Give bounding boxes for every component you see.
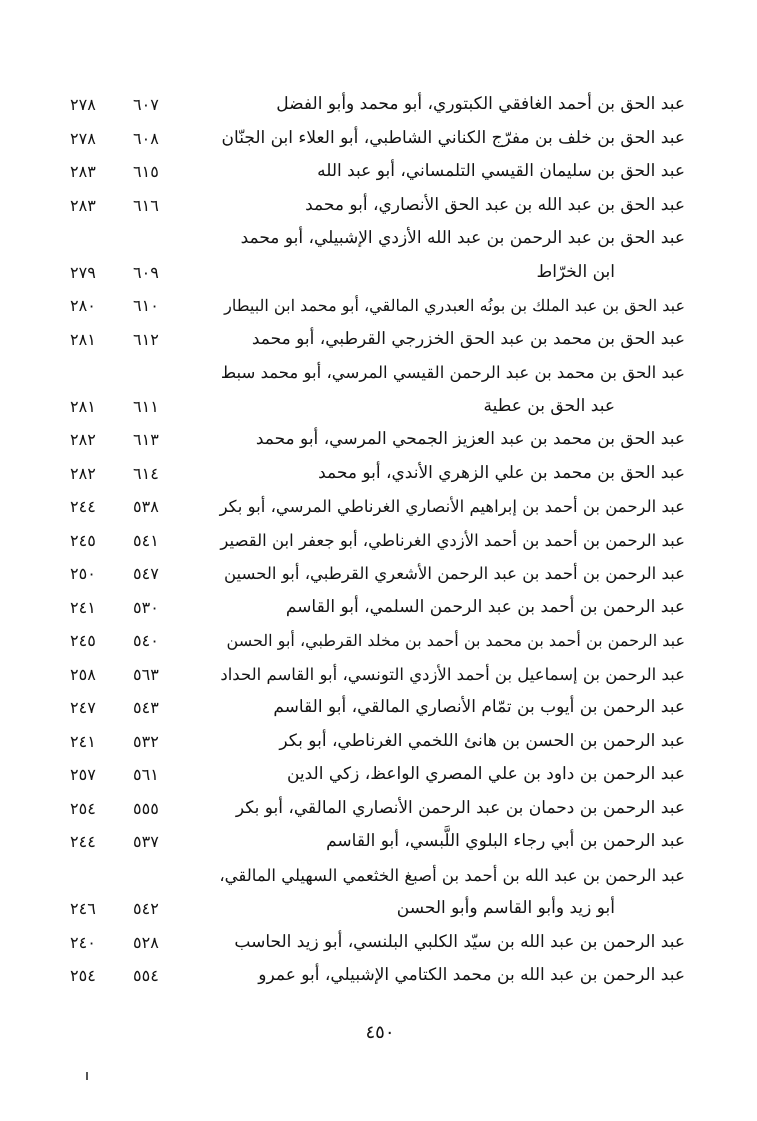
entry-name: عبد الحق بن عبد الرحمن بن عبد الله الأزدي الإشبيلي، أبو محمد bbox=[240, 228, 685, 248]
entry-page-number: ٢٤١ bbox=[70, 731, 96, 751]
entry-line bbox=[60, 691, 685, 725]
entry-name: عبد الرحمن بن أيوب بن تمّام الأنصاري المالقي، أبو القاسم bbox=[273, 697, 685, 717]
entry-line bbox=[60, 825, 685, 859]
entry-line bbox=[60, 222, 685, 256]
entry-page-number: ٢٥٠ bbox=[70, 564, 96, 583]
entry-name: عبد الرحمن بن أحمد بن أحمد الأزدي الغرناطي، أبو جعفر ابن القصير bbox=[220, 530, 685, 550]
entry-name: عبد الحق بن محمد بن عبد الرحمن القيسي المرسي، أبو محمد سبط bbox=[220, 363, 685, 382]
entry-line bbox=[60, 356, 685, 390]
entry-line bbox=[60, 926, 685, 960]
entry-page-number: ٢٤٦ bbox=[70, 899, 96, 918]
entry-number: ٥٣٧ bbox=[133, 832, 159, 851]
index-entry bbox=[60, 792, 685, 826]
entry-page-number: ٢٨١ bbox=[70, 329, 96, 349]
entry-page-number: ٢٤٧ bbox=[70, 698, 96, 717]
entry-name: عبد الحق بن محمد بن عبد الحق الخزرجي القرطبي، أبو محمد bbox=[251, 328, 685, 349]
index-entry bbox=[60, 624, 685, 658]
entry-number: ٥٣٠ bbox=[133, 597, 159, 617]
entry-page-number: ٢٥٨ bbox=[70, 664, 96, 684]
entry-page-number: ٢٤٠ bbox=[70, 932, 96, 952]
index-entry bbox=[60, 926, 685, 960]
entry-name: عبد الرحمن بن إسماعيل بن أحمد الأزدي التونسي، أبو القاسم الحداد bbox=[220, 664, 685, 684]
entry-name: عبد الرحمن بن عبد الله بن أحمد بن أصبغ الخثعمي السهيلي المالقي، bbox=[219, 865, 685, 885]
entry-page-number: ٢٧٨ bbox=[70, 128, 96, 148]
entry-line bbox=[60, 624, 685, 658]
entry-number: ٥٥٥ bbox=[133, 798, 159, 818]
entry-number: ٦١٥ bbox=[133, 162, 159, 181]
index-entry bbox=[60, 725, 685, 759]
entry-number: ٥٦٣ bbox=[133, 664, 159, 684]
entry-name: عبد الرحمن بن أحمد بن عبد الرحمن الأشعري القرطبي، أبو الحسين bbox=[223, 564, 685, 583]
entry-page-number: ٢٧٨ bbox=[70, 95, 96, 114]
entry-page-number: ٢٨٢ bbox=[70, 463, 96, 483]
entry-number: ٦١١ bbox=[133, 396, 159, 416]
page-speck bbox=[86, 1072, 88, 1080]
entry-name: عبد الرحمن بن أحمد بن إبراهيم الأنصاري الغرناطي المرسي، أبو بكر bbox=[219, 497, 685, 516]
index-entry bbox=[60, 591, 685, 625]
entry-number: ٦٠٩ bbox=[133, 262, 159, 282]
entry-number: ٦١٠ bbox=[133, 296, 159, 315]
entry-line bbox=[60, 591, 685, 625]
entry-number: ٦٠٧ bbox=[133, 95, 159, 114]
entry-line bbox=[60, 658, 685, 692]
entry-line bbox=[60, 256, 685, 290]
entry-name: عبد الحق بن عبد الله بن عبد الحق الأنصاري، أبو محمد bbox=[305, 194, 685, 215]
entry-name: عبد الرحمن بن أبي رجاء البلوي اللَّبسي، أبو القاسم bbox=[326, 831, 685, 851]
entry-line bbox=[60, 423, 685, 457]
entry-line bbox=[60, 859, 685, 893]
entry-number: ٦١٢ bbox=[133, 329, 159, 349]
entry-line bbox=[60, 725, 685, 759]
entry-page-number: ٢٥٧ bbox=[70, 765, 96, 784]
entry-line bbox=[60, 122, 685, 156]
index-entry bbox=[60, 323, 685, 357]
index-entry bbox=[60, 122, 685, 156]
entry-name: عبد الرحمن بن عبد الله بن سيّد الكلبي البلنسي، أبو زيد الحاسب bbox=[234, 931, 685, 952]
entry-number: ٥٢٨ bbox=[133, 932, 159, 952]
entry-name: عبد الحق بن محمد بن علي الزهري الأندي، أبو محمد bbox=[318, 462, 685, 483]
entry-number: ٥٤٣ bbox=[133, 698, 159, 717]
entry-name: عبد الحق بن خلف بن مفرّج الكناني الشاطبي، أبو العلاء ابن الجنّان bbox=[221, 127, 685, 148]
index-entry bbox=[60, 524, 685, 558]
page-number: ٤٥٠ bbox=[365, 1022, 395, 1043]
index-entry bbox=[60, 423, 685, 457]
entry-page-number: ٢٤٥ bbox=[70, 530, 96, 550]
entry-page-number: ٢٨١ bbox=[70, 396, 96, 416]
index-entry bbox=[60, 222, 685, 289]
entry-name-continuation: عبد الحق بن عطية bbox=[483, 395, 615, 416]
entry-page-number: ٢٤١ bbox=[70, 597, 96, 617]
entry-number: ٦١٤ bbox=[133, 463, 159, 483]
entry-name: عبد الرحمن بن داود بن علي المصري الواعظ، زكي الدين bbox=[286, 764, 685, 784]
entry-number: ٥٥٤ bbox=[133, 966, 159, 985]
entry-number: ٥٦١ bbox=[133, 765, 159, 784]
entry-line bbox=[60, 323, 685, 357]
entry-line bbox=[60, 155, 685, 189]
entry-number: ٥٣٢ bbox=[133, 731, 159, 751]
entry-line bbox=[60, 390, 685, 424]
entry-number: ٥٤١ bbox=[133, 530, 159, 550]
entry-line bbox=[60, 557, 685, 591]
entry-name: عبد الرحمن بن دحمان بن عبد الرحمن الأنصاري المالقي، أبو بكر bbox=[235, 797, 685, 818]
entry-number: ٥٤٢ bbox=[133, 899, 159, 918]
entry-line bbox=[60, 792, 685, 826]
entry-page-number: ٢٤٤ bbox=[70, 497, 96, 516]
entry-line bbox=[60, 959, 685, 993]
entry-name: عبد الحق بن أحمد الغافقي الكبتوري، أبو محمد وأبو الفضل bbox=[276, 94, 685, 114]
index-entry bbox=[60, 691, 685, 725]
index-entry bbox=[60, 758, 685, 792]
entry-name-continuation: أبو زيد وأبو القاسم وأبو الحسن bbox=[396, 898, 615, 918]
entry-number: ٥٣٨ bbox=[133, 497, 159, 516]
entry-line bbox=[60, 457, 685, 491]
index-entry bbox=[60, 825, 685, 859]
index-entry bbox=[60, 356, 685, 423]
entry-number: ٥٤٠ bbox=[133, 631, 159, 650]
entry-name: عبد الرحمن بن عبد الله بن محمد الكتامي الإشبيلي، أبو عمرو bbox=[258, 965, 685, 985]
entry-number: ٦٠٨ bbox=[133, 128, 159, 148]
entry-page-number: ٢٤٥ bbox=[70, 631, 96, 650]
index-entry bbox=[60, 557, 685, 591]
entry-name: عبد الرحمن بن أحمد بن عبد الرحمن السلمي، أبو القاسم bbox=[285, 596, 685, 617]
entry-number: ٦١٣ bbox=[133, 430, 159, 449]
index-entry bbox=[60, 189, 685, 223]
index-entry bbox=[60, 88, 685, 122]
entry-line bbox=[60, 88, 685, 122]
entry-page-number: ٢٨٢ bbox=[70, 430, 96, 449]
entry-line bbox=[60, 524, 685, 558]
entry-line bbox=[60, 490, 685, 524]
entry-page-number: ٢٨٣ bbox=[70, 195, 96, 215]
entry-name: عبد الحق بن عبد الملك بن بونُه العبدري المالقي، أبو محمد ابن البيطار bbox=[224, 296, 685, 315]
index-entry bbox=[60, 289, 685, 323]
entry-page-number: ٢٧٩ bbox=[70, 262, 96, 282]
index-entry bbox=[60, 658, 685, 692]
entry-name: عبد الحق بن سليمان القيسي التلمساني، أبو عبد الله bbox=[317, 161, 685, 181]
index-entry bbox=[60, 490, 685, 524]
entry-page-number: ٢٨٣ bbox=[70, 162, 96, 181]
entry-line bbox=[60, 758, 685, 792]
entry-line bbox=[60, 189, 685, 223]
entry-number: ٥٤٧ bbox=[133, 564, 159, 583]
entry-name: عبد الرحمن بن أحمد بن محمد بن أحمد بن مخلد القرطبي، أبو الحسن bbox=[226, 631, 685, 650]
entry-page-number: ٢٥٤ bbox=[70, 966, 96, 985]
entry-line bbox=[60, 892, 685, 926]
index-entry bbox=[60, 155, 685, 189]
index-entry bbox=[60, 457, 685, 491]
entry-page-number: ٢٥٤ bbox=[70, 798, 96, 818]
entry-name: عبد الحق بن محمد بن عبد العزيز الجمحي المرسي، أبو محمد bbox=[255, 429, 685, 449]
entry-name-continuation: ابن الخرّاط bbox=[536, 261, 615, 282]
index-entry bbox=[60, 959, 685, 993]
index-entry bbox=[60, 859, 685, 926]
entry-page-number: ٢٨٠ bbox=[70, 296, 96, 315]
entry-number: ٦١٦ bbox=[133, 195, 159, 215]
entry-page-number: ٢٤٤ bbox=[70, 832, 96, 851]
entry-line bbox=[60, 289, 685, 323]
entry-name: عبد الرحمن بن الحسن بن هانئ اللخمي الغرناطي، أبو بكر bbox=[279, 730, 685, 751]
